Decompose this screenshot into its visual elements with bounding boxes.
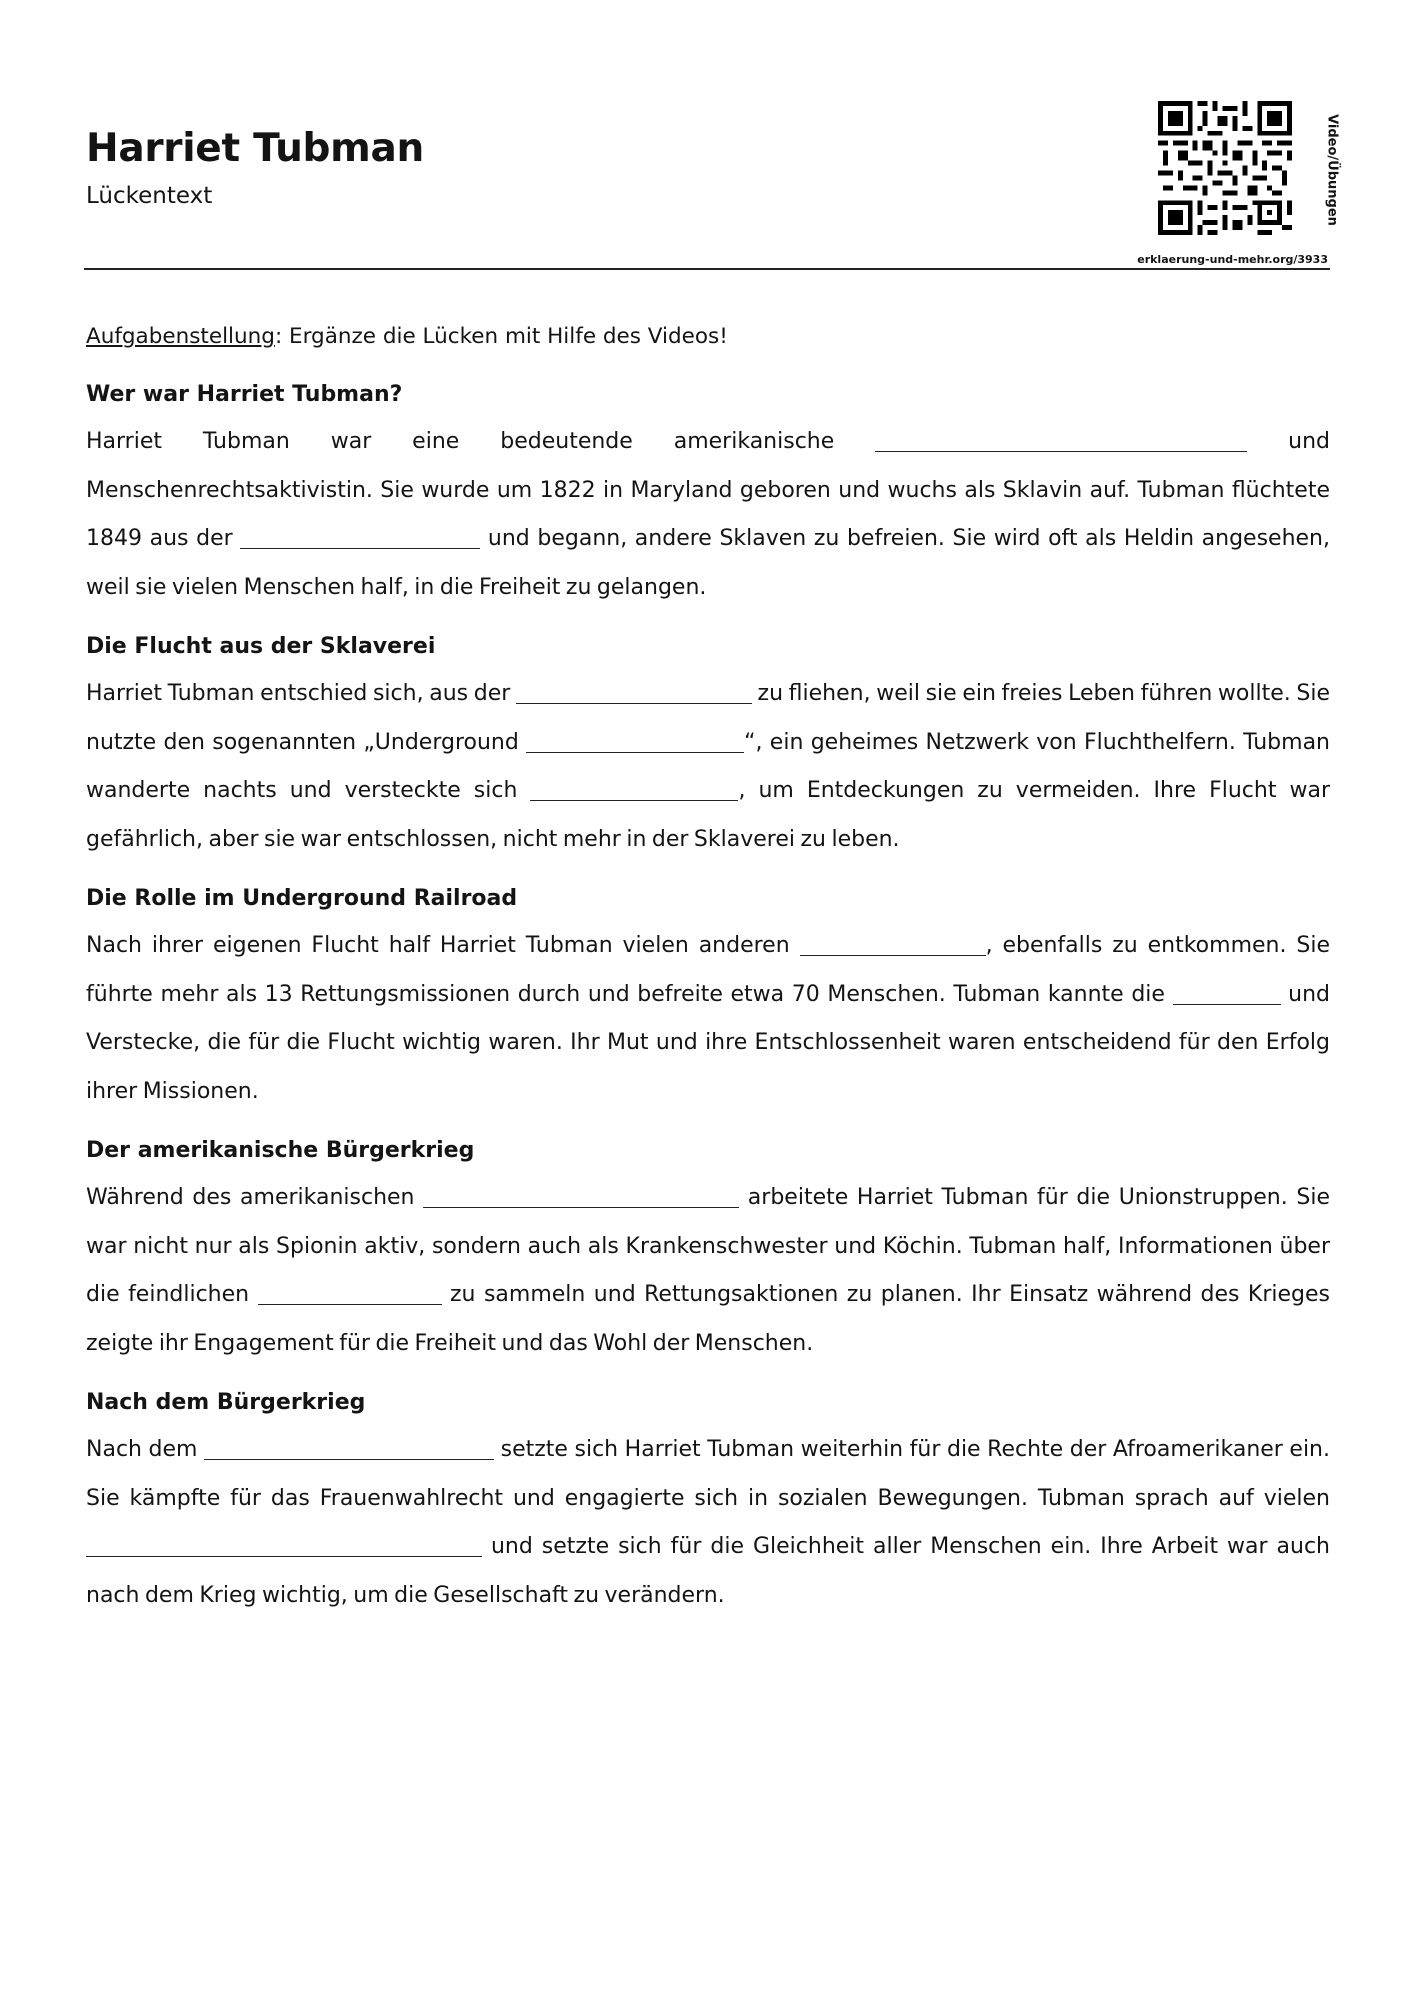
section-paragraph	[86, 922, 1330, 1116]
blank-field[interactable]	[423, 1183, 739, 1208]
text-segment: Während des amerikanischen	[86, 1185, 424, 1210]
blank-field[interactable]	[526, 728, 744, 753]
section-heading: Der amerikanische Bürgerkrieg	[86, 1138, 475, 1163]
section-heading: Wer war Harriet Tubman?	[86, 382, 403, 407]
page-title: Harriet Tubman	[86, 126, 424, 171]
text-segment: Nach ihrer eigenen Flucht half Harriet Tubman vielen anderen	[86, 933, 800, 958]
text-segment: und begann, andere Sklaven zu befreien. Sie wird oft als Heldin angesehen, weil sie vielen Menschen half, in die Freiheit zu gelangen.	[86, 526, 1330, 600]
blank-field[interactable]	[240, 524, 480, 549]
text-segment: “, ein geheimes Netzwerk von Fluchthelfern. Tubman wanderte nachts und versteckte sich	[86, 729, 1330, 803]
text-segment: arbeitete Harriet Tubman für die Unionstruppen. Sie war nicht nur als Spionin aktiv, sondern auch als Krankenschwester und Köchin. Tubman half, Informationen über die feindlichen	[86, 1185, 1330, 1307]
qr-code-icon[interactable]	[1158, 101, 1292, 235]
blank-field[interactable]	[516, 679, 752, 704]
section-flucht	[86, 632, 1330, 864]
source-url[interactable]: erklaerung-und-mehr.org/3933	[1137, 253, 1328, 266]
section-paragraph	[86, 670, 1330, 864]
text-segment: und Menschenrechtsaktivistin. Sie wurde um 1822 in Maryland geboren und wuchs als Sklavin auf. Tubman flüchtete 1849 aus der	[86, 429, 1330, 551]
cloze-text	[86, 380, 1330, 1640]
section-buergerkrieg	[86, 1136, 1330, 1368]
header-divider	[84, 268, 1330, 270]
section-paragraph	[86, 1174, 1330, 1368]
text-segment: und setzte sich für die Gleichheit aller Menschen ein. Ihre Arbeit war auch nach dem Krieg wichtig, um die Gesellschaft zu verändern.	[86, 1534, 1330, 1608]
text-segment: Harriet Tubman war eine bedeutende amerikanische	[86, 429, 876, 454]
section-wer-war	[86, 380, 1330, 612]
blank-field[interactable]	[86, 1532, 482, 1557]
page-subtitle: Lückentext	[86, 183, 213, 209]
qr-caption: Video/Übungen	[1324, 114, 1340, 226]
section-heading: Nach dem Bürgerkrieg	[86, 1390, 366, 1415]
text-segment: , um Entdeckungen zu vermeiden. Ihre Flucht war gefährlich, aber sie war entschlossen, nicht mehr in der Sklaverei zu leben.	[86, 778, 1331, 852]
section-heading: Die Flucht aus der Sklaverei	[86, 634, 436, 659]
blank-field[interactable]	[530, 776, 738, 801]
task-instruction	[86, 324, 728, 349]
text-segment: setzte sich Harriet Tubman weiterhin für die Rechte der Afroamerikaner ein. Sie kämpfte für das Frauenwahlrecht und engagierte sich in sozialen Bewegungen. Tubman sprach auf vielen	[86, 1437, 1330, 1511]
text-segment: Harriet Tubman entschied sich, aus der	[86, 681, 516, 706]
task-label: Aufgabenstellung	[86, 324, 275, 349]
text-segment: zu fliehen, weil sie ein freies Leben führen wollte. Sie nutzte den sogenannten „Underground	[86, 681, 1330, 755]
section-paragraph	[86, 1426, 1330, 1620]
text-segment: zu sammeln und Rettungsaktionen zu planen. Ihr Einsatz während des Krieges zeigte ihr Engagement für die Freiheit und das Wohl der Menschen.	[86, 1282, 1330, 1356]
section-nach-dem-krieg	[86, 1388, 1330, 1620]
blank-field[interactable]	[1173, 980, 1281, 1005]
section-underground-railroad	[86, 884, 1330, 1116]
text-segment: und Verstecke, die für die Flucht wichtig waren. Ihr Mut und ihre Entschlossenheit waren entscheidend für den Erfolg ihrer Missionen.	[86, 981, 1330, 1104]
text-segment: , ebenfalls zu entkommen. Sie führte mehr als 13 Rettungsmissionen durch und befreite etwa 70 Menschen. Tubman kannte die	[86, 933, 1330, 1007]
section-heading: Die Rolle im Underground Railroad	[86, 886, 518, 911]
blank-field[interactable]	[800, 931, 986, 956]
text-segment: Nach dem	[86, 1437, 205, 1462]
task-text: : Ergänze die Lücken mit Hilfe des Videos!	[274, 324, 728, 349]
blank-field[interactable]	[875, 427, 1247, 452]
section-paragraph	[86, 418, 1330, 612]
blank-field[interactable]	[258, 1280, 442, 1305]
blank-field[interactable]	[204, 1435, 494, 1460]
